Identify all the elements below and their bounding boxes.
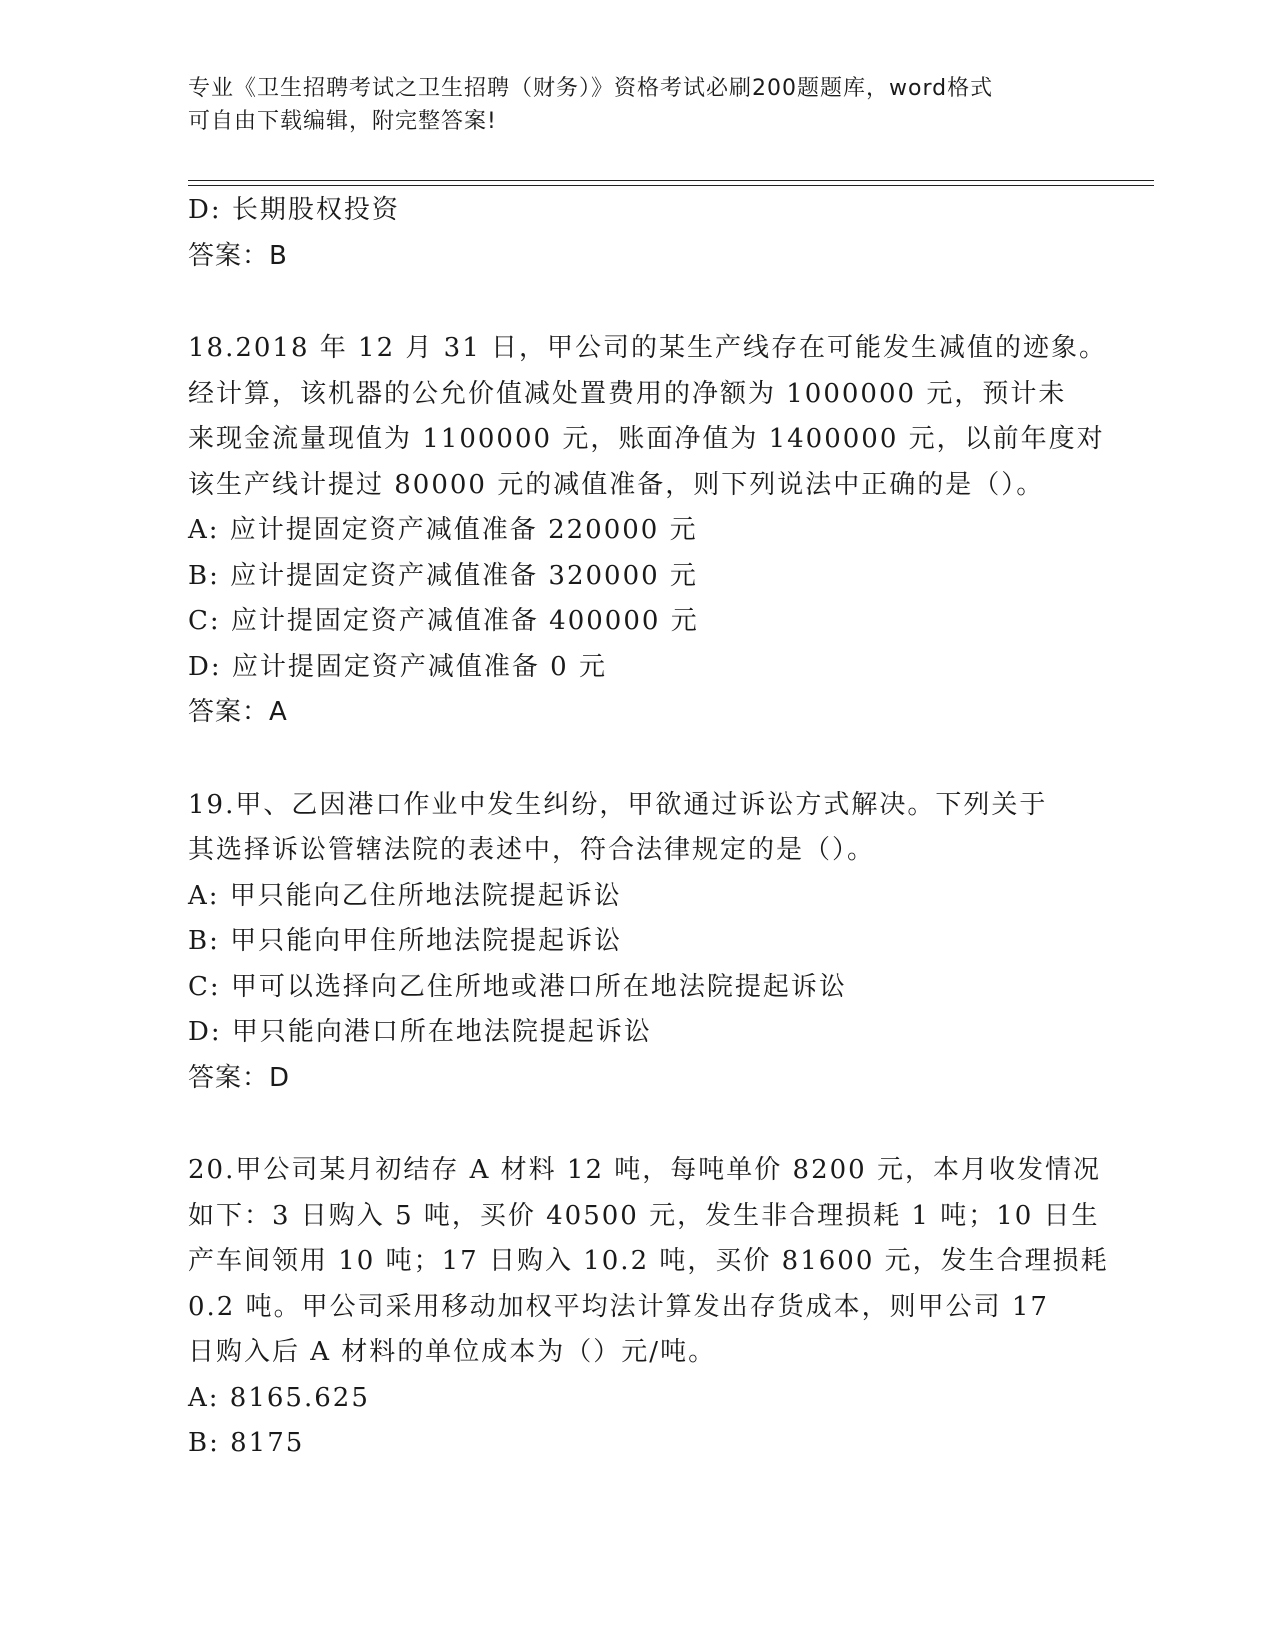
question-18	[188, 326, 1108, 736]
question-text-line: 20.甲公司某月初结存 A 材料 12 吨，每吨单价 8200 元，本月收发情况	[188, 1155, 1101, 1185]
question-text-line: 来现金流量现值为 1100000 元，账面净值为 1400000 元，以前年度对	[188, 424, 1105, 454]
question-text-line: 日购入后 A 材料的单位成本为（）元/吨。	[188, 1337, 717, 1367]
header-divider	[188, 180, 1154, 186]
question-text-line: 0.2 吨。甲公司采用移动加权平均法计算发出存货成本，则甲公司 17	[188, 1291, 1049, 1322]
header-line-1: 专业《卫生招聘考试之卫生招聘（财务）》资格考试必刷200题题库，word格式	[188, 76, 994, 101]
option-a: A: 应计提固定资产减值准备 220000 元	[188, 515, 698, 545]
spacer	[188, 736, 1088, 783]
option-d: D: 应计提固定资产减值准备 0 元	[188, 651, 607, 682]
option-c: C: 甲可以选择向乙住所地或港口所在地法院提起诉讼	[188, 971, 847, 1002]
option-b: B: 8175	[188, 1428, 305, 1458]
page-header	[188, 72, 1068, 138]
question-text-line: 18.2018 年 12 月 31 日，甲公司的某生产线存在可能发生减值的迹象。	[188, 333, 1108, 363]
question-text-line: 经计算，该机器的公允价值减处置费用的净额为 1000000 元，预计未	[188, 378, 1067, 409]
question-text-line: 如下：3 日购入 5 吨，买价 40500 元，发生非合理损耗 1 吨；10 日生	[188, 1200, 1100, 1231]
option-a: A: 甲只能向乙住所地法院提起诉讼	[188, 880, 622, 911]
question-text-line: 该生产线计提过 80000 元的减值准备，则下列说法中正确的是（）。	[188, 469, 1045, 500]
answer: 答案：D	[188, 1062, 291, 1093]
option-d: D: 甲只能向港口所在地法院提起诉讼	[188, 1017, 652, 1047]
question-content	[188, 188, 1109, 1467]
header-line-2: 可自由下载编辑，附完整答案!	[188, 109, 497, 134]
question-text-line: 其选择诉讼管辖法院的表述中，符合法律规定的是（）。	[188, 835, 876, 865]
answer: 答案：B	[188, 240, 288, 271]
option-a: A: 8165.625	[188, 1382, 370, 1413]
option-d: D: 长期股权投资	[188, 195, 400, 225]
option-b: B: 应计提固定资产减值准备 320000 元	[188, 560, 698, 591]
option-c: C: 应计提固定资产减值准备 400000 元	[188, 606, 699, 636]
question-20	[188, 1148, 1109, 1467]
spacer	[188, 279, 1088, 326]
question-text-line: 产车间领用 10 吨；17 日购入 10.2 吨，买价 81600 元，发生合理损耗	[188, 1246, 1109, 1276]
option-b: B: 甲只能向甲住所地法院提起诉讼	[188, 926, 623, 956]
spacer	[188, 1101, 1088, 1148]
question-19	[188, 783, 1088, 1102]
answer: 答案：A	[188, 697, 288, 727]
question-text-line: 19.甲、乙因港口作业中发生纠纷，甲欲通过诉讼方式解决。下列关于	[188, 789, 1048, 820]
